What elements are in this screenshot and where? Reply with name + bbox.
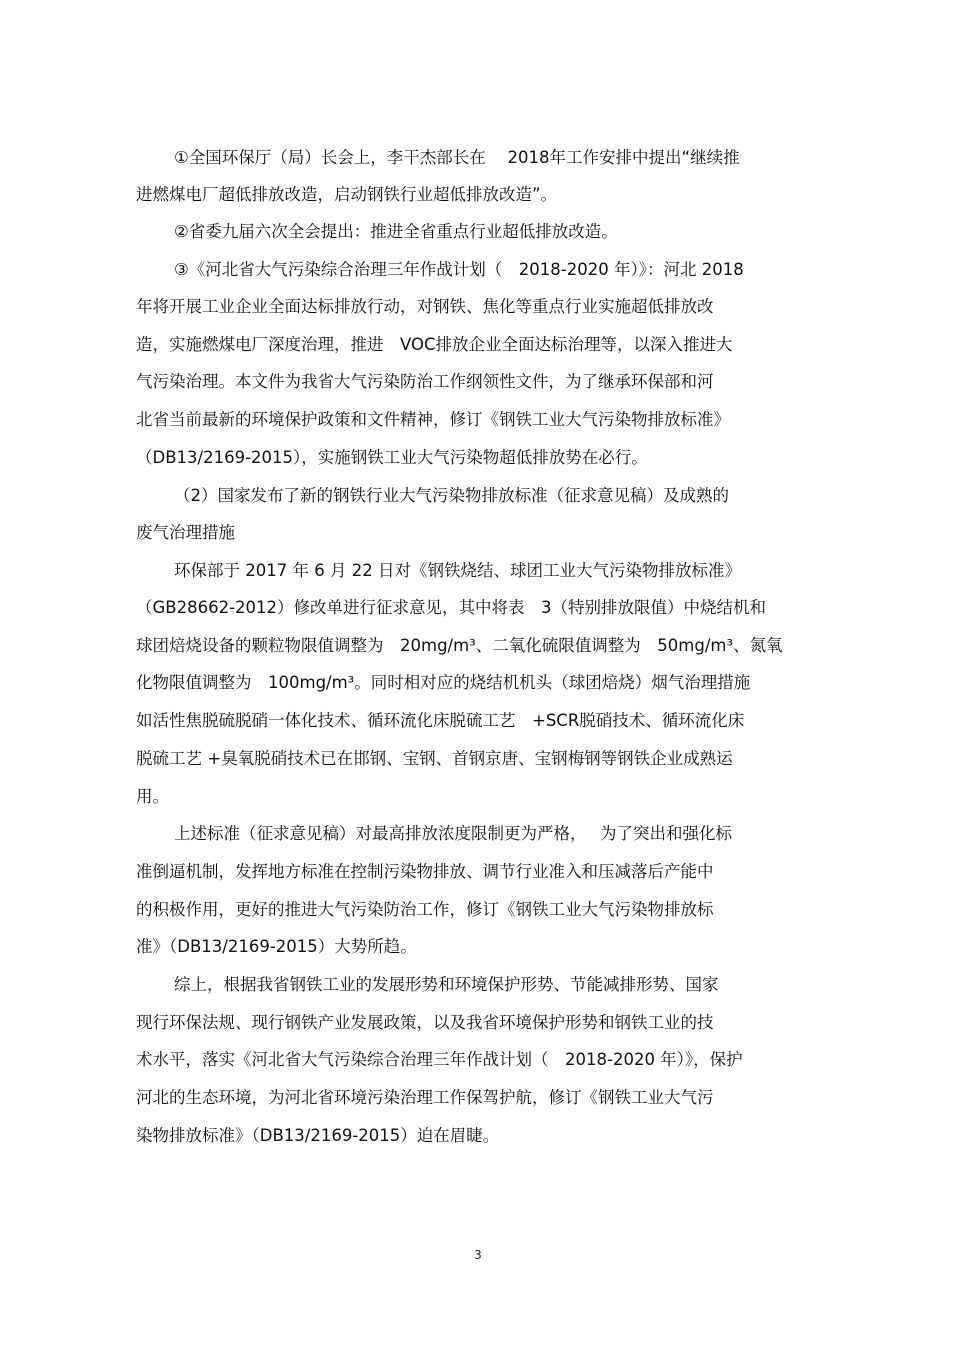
text-line: 年将开展工业企业全面达标排放行动，对钢铁、焦化等重点行业实施超低排放改 [136, 297, 714, 316]
text-line: 气污染治理。本文件为我省大气污染防治工作纲领性文件，为了继承环保部和河 [136, 372, 714, 391]
text-line: 化物限值调整为 100mg/m³。同时相对应的烧结机机头（球团焙烧）烟气治理措施 [136, 673, 751, 692]
text-line: 上述标准（征求意见稿）对最高排放浓度限制更为严格， 为了突出和强化标 [174, 824, 732, 843]
text-line: 造，实施燃煤电厂深度治理，推进 VOC排放企业全面达标治理等，以深入推进大 [136, 335, 733, 354]
text-line: ①全国环保厅（局）长会上，李干杰部长在 2018年工作安排中提出“继续推 [174, 148, 740, 167]
text-line: 综上，根据我省钢铁工业的发展形势和环境保护形势、节能减排形势、国家 [174, 975, 719, 994]
text-line: 准倒逼机制，发挥地方标准在控制污染物排放、调节行业准入和压减落后产能中 [136, 862, 714, 881]
text-line: 脱硫工艺 +臭氧脱硝技术已在邯钢、宝钢、首钢京唐、宝钢梅钢等钢铁企业成熟运 [136, 749, 733, 768]
text-line: 现行环保法规、现行钢铁产业发展政策，以及我省环境保护形势和钢铁工业的技 [136, 1013, 714, 1032]
text-line: 北省当前最新的环境保护政策和文件精神，修订《钢铁工业大气污染物排放标准》 [136, 410, 730, 429]
text-line: 环保部于 2017 年 6 月 22 日对《钢铁烧结、球团工业大气污染物排放标准》 [174, 561, 741, 580]
text-line: 术水平，落实《河北省大气污染综合治理三年作战计划（ 2018-2020 年）》，保护 [136, 1050, 743, 1069]
text-line: 球团焙烧设备的颗粒物限值调整为 20mg/m³、二氧化硫限值调整为 50mg/m³、氮氧 [136, 636, 783, 655]
text-line: ③《河北省大气污染综合治理三年作战计划（ 2018-2020 年）》：河北 2018 [174, 260, 744, 279]
page-number: 3 [474, 1248, 482, 1262]
text-line: 废气治理措施 [136, 523, 235, 542]
text-line: （2）国家发布了新的钢铁行业大气污染物排放标准（征求意见稿）及成熟的 [174, 486, 729, 505]
text-line: 河北的生态环境，为河北省环境污染治理工作保驾护航，修订《钢铁工业大气污 [136, 1088, 714, 1107]
text-line: 染物排放标准》（DB13/2169-2015）迫在眉睫。 [136, 1126, 500, 1145]
text-line: （DB13/2169-2015），实施钢铁工业大气污染物超低排放势在必行。 [136, 448, 648, 467]
text-line: ②省委九届六次全会提出：推进全省重点行业超低排放改造。 [174, 222, 618, 241]
text-line: 用。 [136, 787, 169, 806]
text-line: （GB28662-2012）修改单进行征求意见，其中将表 3（特别排放限值）中烧结机和 [136, 598, 767, 617]
text-line: 进燃煤电厂超低排放改造，启动钢铁行业超低排放改造”。 [136, 185, 558, 204]
text-line: 的积极作用，更好的推进大气污染防治工作，修订《钢铁工业大气污染物排放标 [136, 900, 714, 919]
text-line: 如活性焦脱硫脱硝一体化技术、循环流化床脱硫工艺 +SCR脱硝技术、循环流化床 [136, 711, 745, 730]
text-line: 准》（DB13/2169-2015）大势所趋。 [136, 937, 417, 956]
